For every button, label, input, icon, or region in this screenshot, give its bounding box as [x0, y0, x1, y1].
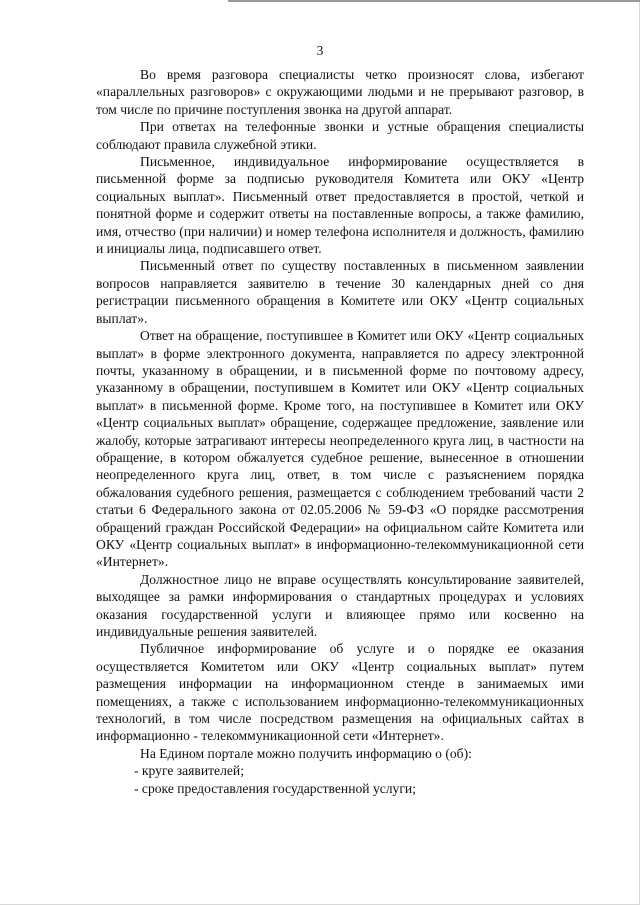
scan-top-rule [228, 0, 640, 2]
page-number: 3 [316, 43, 324, 58]
paragraph-response-deadline: Письменный ответ по существу поставленных в письменном заявлении вопросов направляется заявителю в течение 30 календарных дней со дня регистрации письменного обращения в Комитете или ОКУ «Центр социальных выплат». [96, 258, 584, 326]
paragraph-service-ethics: При ответах на телефонные звонки и устные обращения специалисты соблюдают правила служебной этики. [96, 119, 584, 152]
paragraph-electronic-response: Ответ на обращение, поступившее в Комитет или ОКУ «Центр социальных выплат» в форме электронного документа, направляется по адресу электронной почты, указанному в обращении, и в письменной форме по почтовому адресу, указанному в обращении, поступившем в Комитет или ОКУ «Центр социальных выплат» в письменной форме. Кроме того, на поступившее в Комитет или ОКУ «Центр социальных выплат» обращение, содержащее предложение, заявление или жалобу, которые затрагивают интересы неопределенного круга лиц, в частности на обращение, в котором обжалуется судебное решение, вынесенное в отношении неопределенного круга лиц, ответ, в том числе с разъяснением порядка обжалования судебного решения, размещается с соблюдением требований части 2 статьи 6 Федерального закона от 02.05.2006 № 59-ФЗ «О порядке рассмотрения обращений граждан Российской Федерации» на официальном сайте Комитета или ОКУ «Центр социальных выплат» в информационно-телекоммуникационной сети «Интернет». [96, 328, 584, 570]
list-item: - сроке предоставления государственной услуги; [134, 780, 416, 796]
paragraph-unified-portal: На Едином портале можно получить информацию о (об): [140, 745, 472, 761]
paragraph-call-etiquette: Во время разговора специалисты четко произносят слова, избегают «параллельных разговоров» с окружающими людьми и не прерывают разговор, в том числе по причине поступления звонка на другой аппарат. [96, 67, 584, 117]
list-item: - круге заявителей; [134, 763, 244, 779]
document-body [96, 66, 584, 797]
paragraph-written-informing: Письменное, индивидуальное информирование осуществляется в письменной форме за подписью руководителя Комитета или ОКУ «Центр социальных выплат». Письменный ответ предоставляется в простой, четкой и понятной форме и содержит ответы на поставленные вопросы, а также фамилию, имя, отчество (при наличии) и номер телефона исполнителя и должность, фамилию и инициалы лица, подписавшего ответ. [96, 154, 584, 257]
portal-info-list [96, 762, 584, 797]
paragraph-public-informing: Публичное информирование об услуге и о порядке ее оказания осуществляется Комитетом или ОКУ «Центр социальных выплат» путем размещения информации на информационном стенде в занимаемых ими помещениях, а также с использованием информационно-телекоммуникационных технологий, в том числе посредством размещения на официальных сайтах в информационно - телекоммуникационной сети «Интернет». [96, 641, 584, 744]
paragraph-consulting-limits: Должностное лицо не вправе осуществлять консультирование заявителей, выходящее за рамки информирования о стандартных процедурах и условиях оказания государственной услуги и влияющее прямо или косвенно на индивидуальные решения заявителей. [96, 571, 584, 639]
